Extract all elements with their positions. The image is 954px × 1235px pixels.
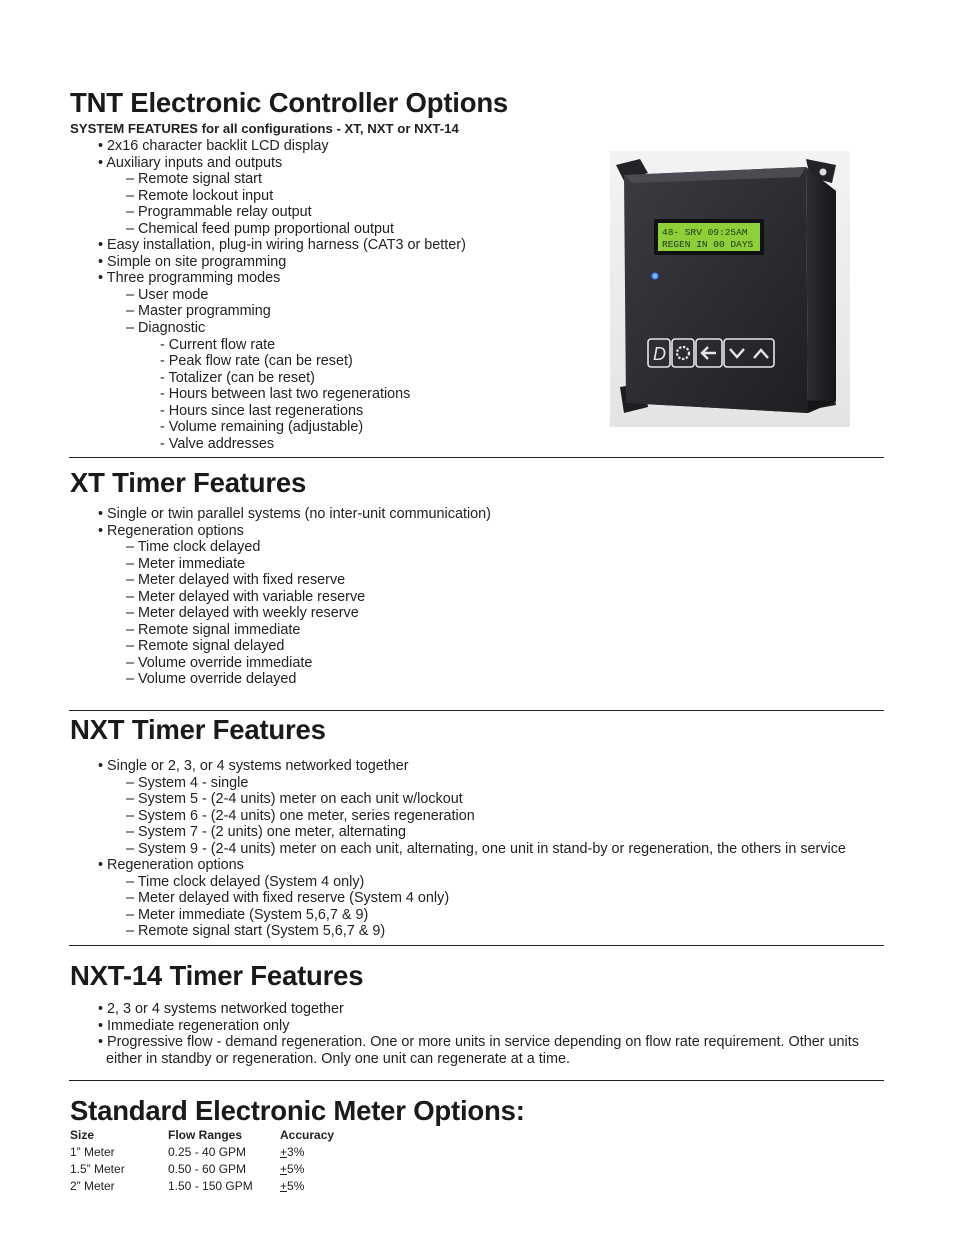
mount-hole bbox=[820, 169, 827, 176]
list-item: – Meter immediate bbox=[126, 555, 246, 572]
meter-range: 0.50 - 60 GPM bbox=[168, 1162, 247, 1176]
list-item: – Meter delayed with weekly reserve bbox=[126, 605, 359, 622]
xt-feature-list bbox=[0, 506, 491, 688]
list-item: – Remote signal start (System 5,6,7 & 9) bbox=[126, 923, 386, 940]
table-row bbox=[70, 1161, 360, 1178]
list-item: – System 5 - (2-4 units) meter on each unit w/lockout bbox=[126, 791, 463, 808]
accuracy-value: 5% bbox=[287, 1162, 305, 1176]
housing-lid bbox=[624, 167, 808, 413]
nxt-feature-list bbox=[0, 758, 846, 940]
list-item: • 2, 3 or 4 systems networked together bbox=[98, 1001, 344, 1017]
meter-size: 1.5” Meter bbox=[70, 1162, 125, 1176]
meter-accuracy bbox=[280, 1144, 360, 1161]
list-item: – Meter delayed with variable reserve bbox=[126, 588, 366, 605]
list-item: • Easy installation, plug-in wiring harness (CAT3 or better) bbox=[98, 237, 466, 254]
header-accuracy: Accuracy bbox=[280, 1128, 335, 1142]
tnt-heading: TNT Electronic Controller Options bbox=[70, 87, 509, 118]
list-item: • 2x16 character backlit LCD display bbox=[98, 138, 329, 154]
list-item: – System 9 - (2-4 units) meter on each unit, alternating, one unit in stand-by or regeneration, the others in service bbox=[126, 840, 846, 857]
list-item: – System 4 - single bbox=[126, 774, 249, 791]
divider-3 bbox=[69, 945, 884, 946]
list-item: – System 7 - (2 units) one meter, alternating bbox=[126, 824, 406, 841]
list-item: • Immediate regeneration only bbox=[98, 1017, 290, 1034]
list-item: - Valve addresses bbox=[160, 435, 275, 452]
meter-heading: Standard Electronic Meter Options: bbox=[70, 1095, 525, 1126]
list-item: • Single or twin parallel systems (no inter-unit communication) bbox=[98, 506, 491, 522]
list-item: – Remote signal immediate bbox=[126, 621, 301, 638]
divider-4 bbox=[69, 1080, 884, 1081]
tnt-feature-list bbox=[0, 138, 466, 452]
xt-heading: XT Timer Features bbox=[70, 467, 307, 498]
nxt14-feature-list bbox=[0, 1001, 870, 1067]
meter-table bbox=[70, 1127, 360, 1195]
list-item: • Regeneration options bbox=[98, 857, 244, 874]
list-item: - Peak flow rate (can be reset) bbox=[160, 353, 353, 370]
meter-table-header bbox=[70, 1127, 360, 1144]
header-flow-ranges: Flow Ranges bbox=[168, 1128, 243, 1142]
table-row bbox=[70, 1144, 360, 1161]
list-item: • Single or 2, 3, or 4 systems networked together bbox=[98, 758, 409, 774]
header-size: Size bbox=[70, 1128, 95, 1142]
list-item: – System 6 - (2-4 units) one meter, series regeneration bbox=[126, 807, 475, 824]
housing-side bbox=[806, 167, 836, 413]
list-item: – Meter immediate (System 5,6,7 & 9) bbox=[126, 906, 369, 923]
list-item: – Time clock delayed bbox=[126, 539, 261, 556]
list-item: – Remote signal start bbox=[126, 171, 262, 188]
nxt14-heading: NXT-14 Timer Features bbox=[70, 960, 364, 991]
list-item: • Three programming modes bbox=[98, 270, 281, 287]
meter-size: 1” Meter bbox=[70, 1145, 115, 1159]
list-item: – Volume override immediate bbox=[126, 654, 313, 671]
plus-minus-sign: + bbox=[280, 1162, 288, 1176]
meter-size: 2” Meter bbox=[70, 1179, 115, 1193]
divider-2 bbox=[69, 710, 884, 711]
list-item: – Diagnostic bbox=[126, 320, 206, 337]
status-led bbox=[652, 273, 659, 280]
meter-range: 0.25 - 40 GPM bbox=[168, 1145, 247, 1159]
tnt-subtitle: SYSTEM FEATURES for all configurations - XT, NXT or NXT-14 bbox=[70, 121, 459, 136]
list-item: • Auxiliary inputs and outputs bbox=[98, 154, 283, 171]
lcd-line-2: REGEN IN 00 DAYS bbox=[662, 239, 754, 250]
list-item: – Remote signal delayed bbox=[126, 638, 285, 655]
plus-minus-sign: + bbox=[280, 1145, 288, 1159]
list-item: – Meter delayed with fixed reserve (System 4 only) bbox=[126, 890, 450, 907]
lcd-line-1: 48- SRV 09:25AM bbox=[662, 227, 748, 238]
list-item: – Remote lockout input bbox=[126, 187, 274, 204]
nxt-heading: NXT Timer Features bbox=[70, 714, 326, 745]
divider-1 bbox=[69, 457, 884, 458]
plus-minus-sign: + bbox=[280, 1179, 288, 1193]
list-item: - Hours between last two regenerations bbox=[160, 386, 411, 403]
list-item: - Volume remaining (adjustable) bbox=[160, 419, 364, 436]
meter-accuracy bbox=[280, 1178, 360, 1195]
accuracy-value: 5% bbox=[287, 1179, 305, 1193]
list-item: – Programmable relay output bbox=[126, 204, 312, 221]
key-d-label: D bbox=[653, 344, 666, 364]
accuracy-value: 3% bbox=[287, 1145, 305, 1159]
list-item: – User mode bbox=[126, 286, 209, 303]
list-item: – Meter delayed with fixed reserve bbox=[126, 572, 346, 589]
controller-photo bbox=[610, 151, 850, 427]
list-item: • Simple on site programming bbox=[98, 253, 287, 270]
list-item: • Progressive flow - demand regeneration. One or more units in service depending on flow rate requirement. Other units either in standby or regeneration. Only one unit can regenerate at a time. bbox=[98, 1034, 859, 1067]
list-item: - Totalizer (can be reset) bbox=[160, 369, 315, 386]
table-row bbox=[70, 1178, 360, 1195]
list-item: • Regeneration options bbox=[98, 522, 244, 539]
meter-range: 1.50 - 150 GPM bbox=[168, 1179, 253, 1193]
list-item: – Master programming bbox=[126, 303, 271, 320]
meter-accuracy bbox=[280, 1161, 360, 1178]
list-item: – Volume override delayed bbox=[126, 671, 297, 688]
list-item: - Current flow rate bbox=[160, 336, 276, 353]
list-item: – Time clock delayed (System 4 only) bbox=[126, 873, 365, 890]
list-item: - Hours since last regenerations bbox=[160, 402, 364, 419]
list-item: – Chemical feed pump proportional output bbox=[126, 220, 394, 237]
